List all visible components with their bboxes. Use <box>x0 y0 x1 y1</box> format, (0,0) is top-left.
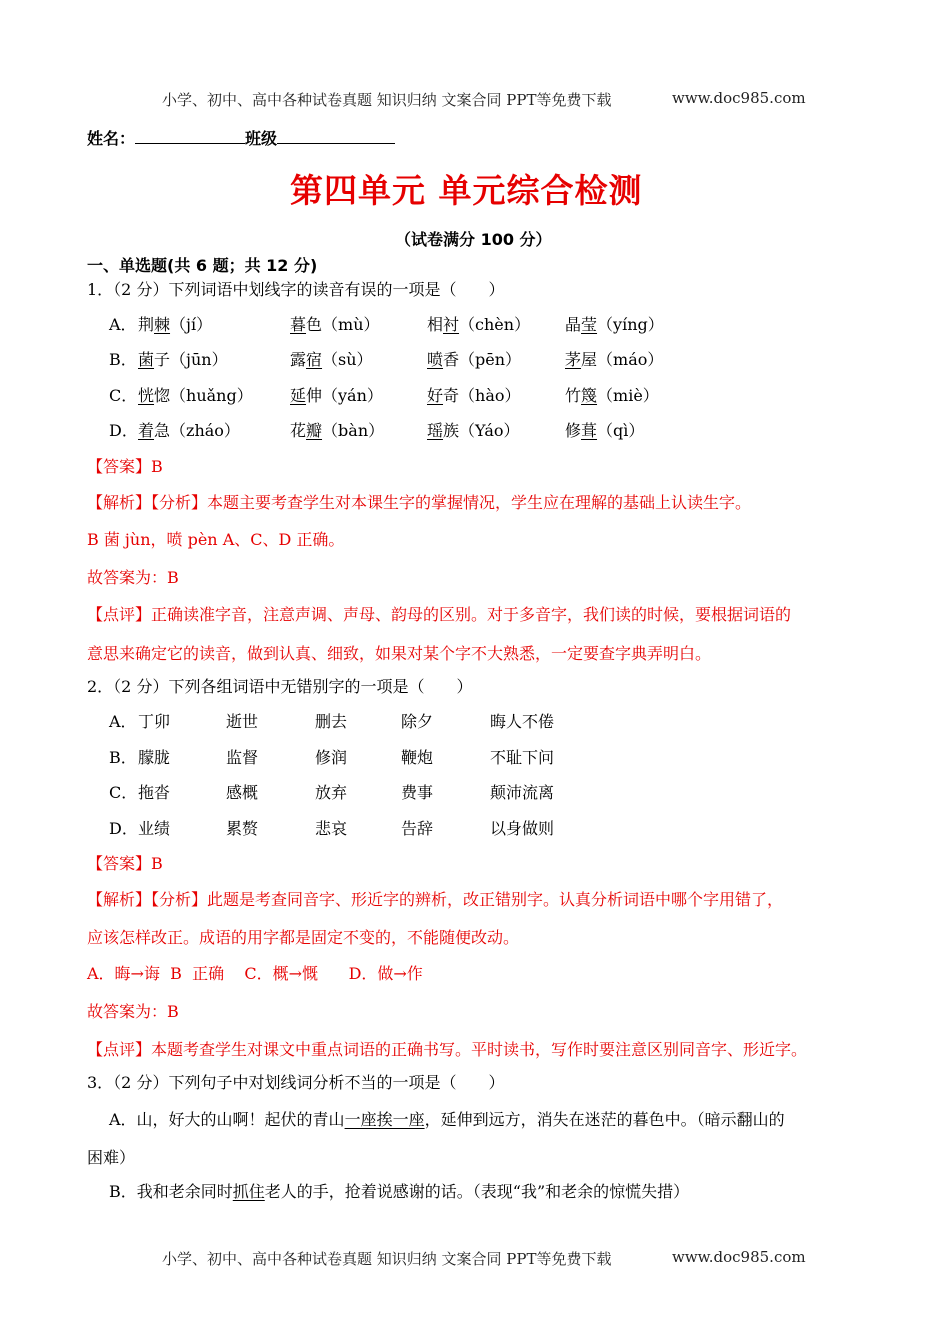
item-pinyin: （yíng） <box>597 315 664 334</box>
question-2-conclusion: 故答案为：B <box>87 1002 179 1021</box>
question-2-stem: 2．（2 分）下列各组词语中无错别字的一项是（ ） <box>87 677 473 696</box>
option-word: 累赘 <box>226 819 259 838</box>
option-item <box>565 388 659 404</box>
option-b-text-start: B．我和老余同时 <box>109 1182 233 1201</box>
option-item <box>290 352 373 368</box>
underlined-character: 莹 <box>581 315 598 334</box>
item-pinyin: （chèn） <box>459 315 531 334</box>
item-text: 荆 <box>138 315 155 334</box>
option-word: 监督 <box>226 748 259 767</box>
item-pinyin: 族（Yáo） <box>443 421 520 440</box>
underlined-character: 茅 <box>565 350 582 369</box>
underlined-character: 宿 <box>306 350 323 369</box>
question-1-stem: 1．（2 分）下列词语中划线字的读音有误的一项是（ ） <box>87 280 505 299</box>
option-item <box>427 317 530 333</box>
option-word: 费事 <box>401 783 434 802</box>
question-3-option-a-continued: 困难） <box>87 1148 136 1167</box>
item-text: 花 <box>290 421 307 440</box>
option-label: A． <box>109 315 137 334</box>
option-word: 颠沛流离 <box>490 783 555 802</box>
option-item <box>427 352 521 368</box>
question-3-option-a <box>109 1112 785 1128</box>
question-3-stem: 3．（2 分）下列句子中对划线词分析不当的一项是（ ） <box>87 1073 505 1092</box>
option-item <box>427 388 521 404</box>
underlined-character: 延 <box>290 386 307 405</box>
underlined-character: 篾 <box>581 386 598 405</box>
option-word: 放弃 <box>315 783 348 802</box>
question-2-analysis-line-1: 【解析】【分析】此题是考查同音字、形近字的辨析，改正错别字。认真分析词语中哪个字用错了， <box>87 890 784 909</box>
item-text: 修 <box>565 421 582 440</box>
item-pinyin: 色（mù） <box>306 315 380 334</box>
question-1-answer: 【答案】B <box>87 457 163 476</box>
option-word: 朦胧 <box>138 748 171 767</box>
question-3-option-b <box>109 1184 689 1200</box>
name-label: 姓名： <box>87 129 136 148</box>
option-b-underlined: 抓住 <box>232 1182 265 1201</box>
option-word: 告辞 <box>401 819 434 838</box>
option-word: 悲哀 <box>315 819 348 838</box>
underlined-character: 恍 <box>138 386 155 405</box>
option-label: D． <box>109 819 138 838</box>
item-pinyin: 奇（hào） <box>443 386 521 405</box>
item-pinyin: （sù） <box>322 350 373 369</box>
option-a-text-end: ，延伸到远方，消失在迷茫的暮色中。（暗示翻山的 <box>424 1110 785 1129</box>
underlined-character: 瓣 <box>306 421 323 440</box>
question-2-answer: 【答案】B <box>87 854 163 873</box>
item-text: 竹 <box>565 386 582 405</box>
option-item <box>138 317 212 333</box>
page-subtitle: （试卷满分 100 分） <box>395 230 552 249</box>
item-pinyin: 屋（máo） <box>581 350 664 369</box>
underlined-character: 好 <box>427 386 444 405</box>
option-item <box>290 317 380 333</box>
header-text: 小学、初中、高中各种试卷真题 知识归纳 文案合同 PPT等免费下载 <box>162 91 612 109</box>
footer-url[interactable]: www.doc985.com <box>672 1248 806 1266</box>
option-label: A． <box>109 712 137 731</box>
header-url[interactable]: www.doc985.com <box>672 89 806 107</box>
option-item <box>138 388 253 404</box>
underlined-character: 棘 <box>154 315 171 334</box>
option-word: 以身做则 <box>490 819 555 838</box>
option-label: B． <box>109 350 137 369</box>
item-pinyin: 香（pēn） <box>443 350 522 369</box>
item-pinyin: 子（jūn） <box>154 350 228 369</box>
item-pinyin: （jí） <box>170 315 213 334</box>
name-line <box>87 129 395 147</box>
name-blank[interactable] <box>135 129 245 144</box>
page-title: 第四单元 单元综合检测 <box>290 171 643 210</box>
option-word: 感概 <box>226 783 259 802</box>
class-blank[interactable] <box>277 129 395 144</box>
underlined-character: 暮 <box>290 315 307 334</box>
option-word: 拖沓 <box>138 783 171 802</box>
underlined-character: 葺 <box>581 421 598 440</box>
option-item <box>565 423 644 439</box>
option-label: B． <box>109 748 137 767</box>
option-item <box>290 423 384 439</box>
option-item <box>565 317 664 333</box>
option-label: D． <box>109 421 138 440</box>
question-1-comment-line-1: 【点评】正确读准字音，注意声调、声母、韵母的区别。对于多音字，我们读的时候，要根据词语的 <box>87 605 792 624</box>
question-2-comment: 【点评】本题考查学生对课文中重点词语的正确书写。平时读书，写作时要注意区别同音字、形近字。 <box>87 1040 808 1059</box>
option-label: C． <box>109 783 138 802</box>
option-item <box>290 388 383 404</box>
question-1-conclusion: 故答案为：B <box>87 568 179 587</box>
option-word: 不耻下问 <box>490 748 555 767</box>
option-word: 晦人不倦 <box>490 712 555 731</box>
underlined-character: 瑶 <box>427 421 444 440</box>
option-word: 丁卯 <box>138 712 171 731</box>
question-1-comment-line-2: 意思来确定它的读音，做到认真、细致，如果对某个字不大熟悉，一定要查字典弄明白。 <box>87 644 712 663</box>
item-pinyin: （bàn） <box>322 421 385 440</box>
option-a-text-start: A．山，好大的山啊！起伏的青山 <box>109 1110 345 1129</box>
option-word: 删去 <box>315 712 348 731</box>
option-item <box>138 423 240 439</box>
option-word: 鞭炮 <box>401 748 434 767</box>
item-text: 相 <box>427 315 444 334</box>
option-item <box>138 352 228 368</box>
item-pinyin: 惚（huǎng） <box>154 386 253 405</box>
question-2-detail: A．晦→诲 B 正确 C．概→慨 D．做→作 <box>87 964 423 983</box>
class-label: 班级 <box>245 129 278 148</box>
option-word: 除夕 <box>401 712 434 731</box>
option-item <box>427 423 520 439</box>
item-pinyin: （miè） <box>597 386 659 405</box>
item-pinyin: 伸（yán） <box>306 386 383 405</box>
option-word: 修润 <box>315 748 348 767</box>
item-text: 晶 <box>565 315 582 334</box>
underlined-character: 喷 <box>427 350 444 369</box>
item-text: 露 <box>290 350 307 369</box>
option-word: 逝世 <box>226 712 259 731</box>
underlined-character: 着 <box>138 421 155 440</box>
question-2-analysis-line-2: 应该怎样改正。成语的用字都是固定不变的，不能随便改动。 <box>87 928 520 947</box>
option-b-text-end: 老人的手，抢着说感谢的话。（表现“我”和老余的惊慌失措） <box>264 1182 690 1201</box>
section-heading: 一、单选题(共 6 题；共 12 分) <box>87 256 318 275</box>
question-1-detail: B 菌 jùn，喷 pèn A、C、D 正确。 <box>87 530 345 549</box>
item-pinyin: 急（zháo） <box>154 421 240 440</box>
footer-text: 小学、初中、高中各种试卷真题 知识归纳 文案合同 PPT等免费下载 <box>162 1250 612 1268</box>
question-1-analysis: 【解析】【分析】本题主要考查学生对本课生字的掌握情况，学生应在理解的基础上认读生字。 <box>87 493 752 512</box>
underlined-character: 衬 <box>443 315 460 334</box>
option-item <box>565 352 663 368</box>
item-pinyin: （qì） <box>597 421 645 440</box>
underlined-character: 菌 <box>138 350 155 369</box>
option-a-underlined: 一座挨一座 <box>344 1110 425 1129</box>
option-label: C． <box>109 386 138 405</box>
option-word: 业绩 <box>138 819 171 838</box>
